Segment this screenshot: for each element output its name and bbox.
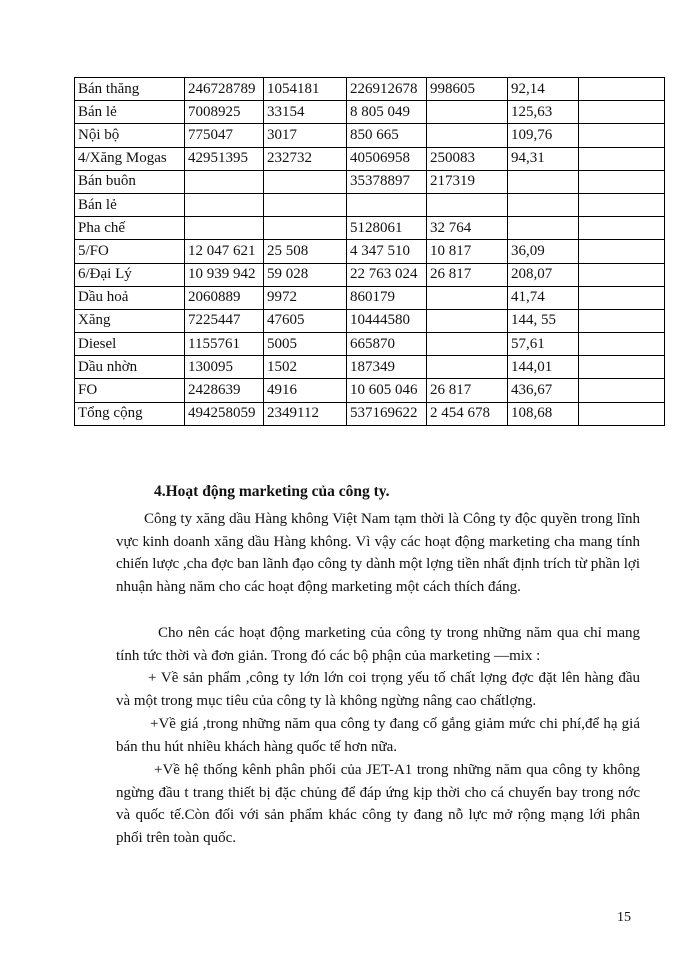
table-cell [264,193,347,216]
row-label-cell: Nội bộ [75,124,185,147]
table-cell: 208,07 [508,263,579,286]
table-cell: 4916 [264,379,347,402]
row-label-cell: Bán lẻ [75,101,185,124]
table-cell [579,402,665,425]
table-cell: 8 805 049 [347,101,427,124]
table-cell [579,263,665,286]
table-body [75,78,665,426]
table-cell: 5005 [264,333,347,356]
table-cell: 41,74 [508,286,579,309]
row-label-cell: FO [75,379,185,402]
table-row [75,309,665,332]
row-label-cell: Bán lẻ [75,193,185,216]
table-cell [264,170,347,193]
table-row [75,240,665,263]
table-cell: 187349 [347,356,427,379]
table-cell: 22 763 024 [347,263,427,286]
table-cell: 36,09 [508,240,579,263]
table-row [75,402,665,425]
table-cell: 32 764 [427,217,508,240]
table-cell [579,309,665,332]
table-cell [579,193,665,216]
table-cell: 42951395 [185,147,264,170]
table-cell: 2 454 678 [427,402,508,425]
table-cell [185,193,264,216]
row-label-cell: Bán thăng [75,78,185,101]
table-cell [579,101,665,124]
row-label-cell: 6/Đại Lý [75,263,185,286]
table-cell: 1155761 [185,333,264,356]
table-cell: 2349112 [264,402,347,425]
table-cell: 40506958 [347,147,427,170]
table-row [75,333,665,356]
table-cell [579,286,665,309]
paragraph: + Về sản phẩm ,công ty lớn lớn coi trọng yếu tố chất lợng đợc đặt lên hàng đầu và một trong mục tiêu của công ty là không ngừng nâng cao chấtlợng. [116,670,640,709]
table-row [75,217,665,240]
table-cell: 59 028 [264,263,347,286]
table-cell: 10 939 942 [185,263,264,286]
table-cell: 25 508 [264,240,347,263]
table-row [75,286,665,309]
table-cell [579,333,665,356]
table-cell [508,193,579,216]
table-row [75,78,665,101]
table-cell: 47605 [264,309,347,332]
table-cell [427,356,508,379]
table-row [75,356,665,379]
table-cell [427,193,508,216]
table-cell: 7225447 [185,309,264,332]
table-cell [508,170,579,193]
page-number: 15 [617,910,631,925]
table-cell [427,333,508,356]
table-cell: 998605 [427,78,508,101]
paragraph: Công ty xăng dầu Hàng không Việt Nam tạm thời là Công ty độc quyền trong lĩnh vực kinh doanh xăng dầu Hàng không. Vì vậy các hoạt động marketing cha mang tính chiến lược ,cha đợc ban lãnh đạo công ty dành một lợng tiền nhất định trích từ phần lợi nhuận hàng năm cho các hoạt động marketing một cách thích đáng. [116,511,640,595]
table-cell: 26 817 [427,379,508,402]
table-cell: 125,63 [508,101,579,124]
table-cell: 494258059 [185,402,264,425]
table-cell: 226912678 [347,78,427,101]
row-label-cell: Dầu hoả [75,286,185,309]
table-cell: 10444580 [347,309,427,332]
table-cell [264,217,347,240]
table-cell: 144, 55 [508,309,579,332]
table-cell: 144,01 [508,356,579,379]
row-label-cell: Dầu nhờn [75,356,185,379]
table-cell: 7008925 [185,101,264,124]
table-cell [347,193,427,216]
table-cell [579,78,665,101]
table-cell: 246728789 [185,78,264,101]
table-cell [579,124,665,147]
table-row [75,124,665,147]
table-cell [185,170,264,193]
table-cell: 12 047 621 [185,240,264,263]
row-label-cell: 5/FO [75,240,185,263]
table-row [75,263,665,286]
table-cell: 217319 [427,170,508,193]
table-cell: 775047 [185,124,264,147]
table-row [75,379,665,402]
table-row [75,101,665,124]
table-cell: 3017 [264,124,347,147]
table-cell: 92,14 [508,78,579,101]
table-cell: 2060889 [185,286,264,309]
table-cell: 250083 [427,147,508,170]
row-label-cell: Pha chế [75,217,185,240]
table-row [75,193,665,216]
table-cell: 57,61 [508,333,579,356]
table-cell: 109,76 [508,124,579,147]
table-cell [579,379,665,402]
table-cell [427,286,508,309]
table-cell: 537169622 [347,402,427,425]
table-cell [427,124,508,147]
table-cell: 436,67 [508,379,579,402]
table-cell: 94,31 [508,147,579,170]
table-cell: 108,68 [508,402,579,425]
table-cell: 850 665 [347,124,427,147]
table-cell: 232732 [264,147,347,170]
table-cell [427,101,508,124]
table-cell [427,309,508,332]
row-label-cell: Tổng cộng [75,402,185,425]
table-cell: 4 347 510 [347,240,427,263]
paragraph: +Về hệ thống kênh phân phối của JET-A1 trong những năm qua công ty không ngừng đầu t trang thiết bị đặc chủng để đáp ứng kịp thời cho cá chuyến bay trong nớc và quốc tế.Còn đối với sản phẩm khác công ty đang nỗ lực mở rộng mạng lới phân phối trên toàn quốc. [116,762,640,846]
statistics-table [74,77,665,426]
table-cell [185,217,264,240]
row-label-cell: 4/Xăng Mogas [75,147,185,170]
paragraph: Cho nên các hoạt động marketing của công ty trong những năm qua chỉ mang tính tức thời và đơn giản. Trong đó các bộ phận của marketing —mix : [116,625,640,664]
table-cell: 33154 [264,101,347,124]
table-row [75,170,665,193]
row-label-cell: Xăng [75,309,185,332]
table-cell: 9972 [264,286,347,309]
table-cell [579,170,665,193]
table-cell: 1502 [264,356,347,379]
table-cell: 1054181 [264,78,347,101]
table-cell: 10 605 046 [347,379,427,402]
row-label-cell: Diesel [75,333,185,356]
table-cell: 860179 [347,286,427,309]
paragraph: +Về giá ,trong những năm qua công ty đang cố gắng giảm mức chi phí,để hạ giá bán thu hút nhiều khách hàng quốc tế hơn nữa. [116,716,640,755]
table-cell [579,147,665,170]
table-cell: 5128061 [347,217,427,240]
table-cell [579,240,665,263]
table-cell: 26 817 [427,263,508,286]
table-cell [579,356,665,379]
table-cell: 2428639 [185,379,264,402]
table-cell: 10 817 [427,240,508,263]
table-cell: 130095 [185,356,264,379]
table-cell [508,217,579,240]
table-cell: 35378897 [347,170,427,193]
table-row [75,147,665,170]
row-label-cell: Bán buôn [75,170,185,193]
table-cell [579,217,665,240]
table-cell: 665870 [347,333,427,356]
section-heading: 4.Hoạt động marketing của công ty. [154,483,390,500]
